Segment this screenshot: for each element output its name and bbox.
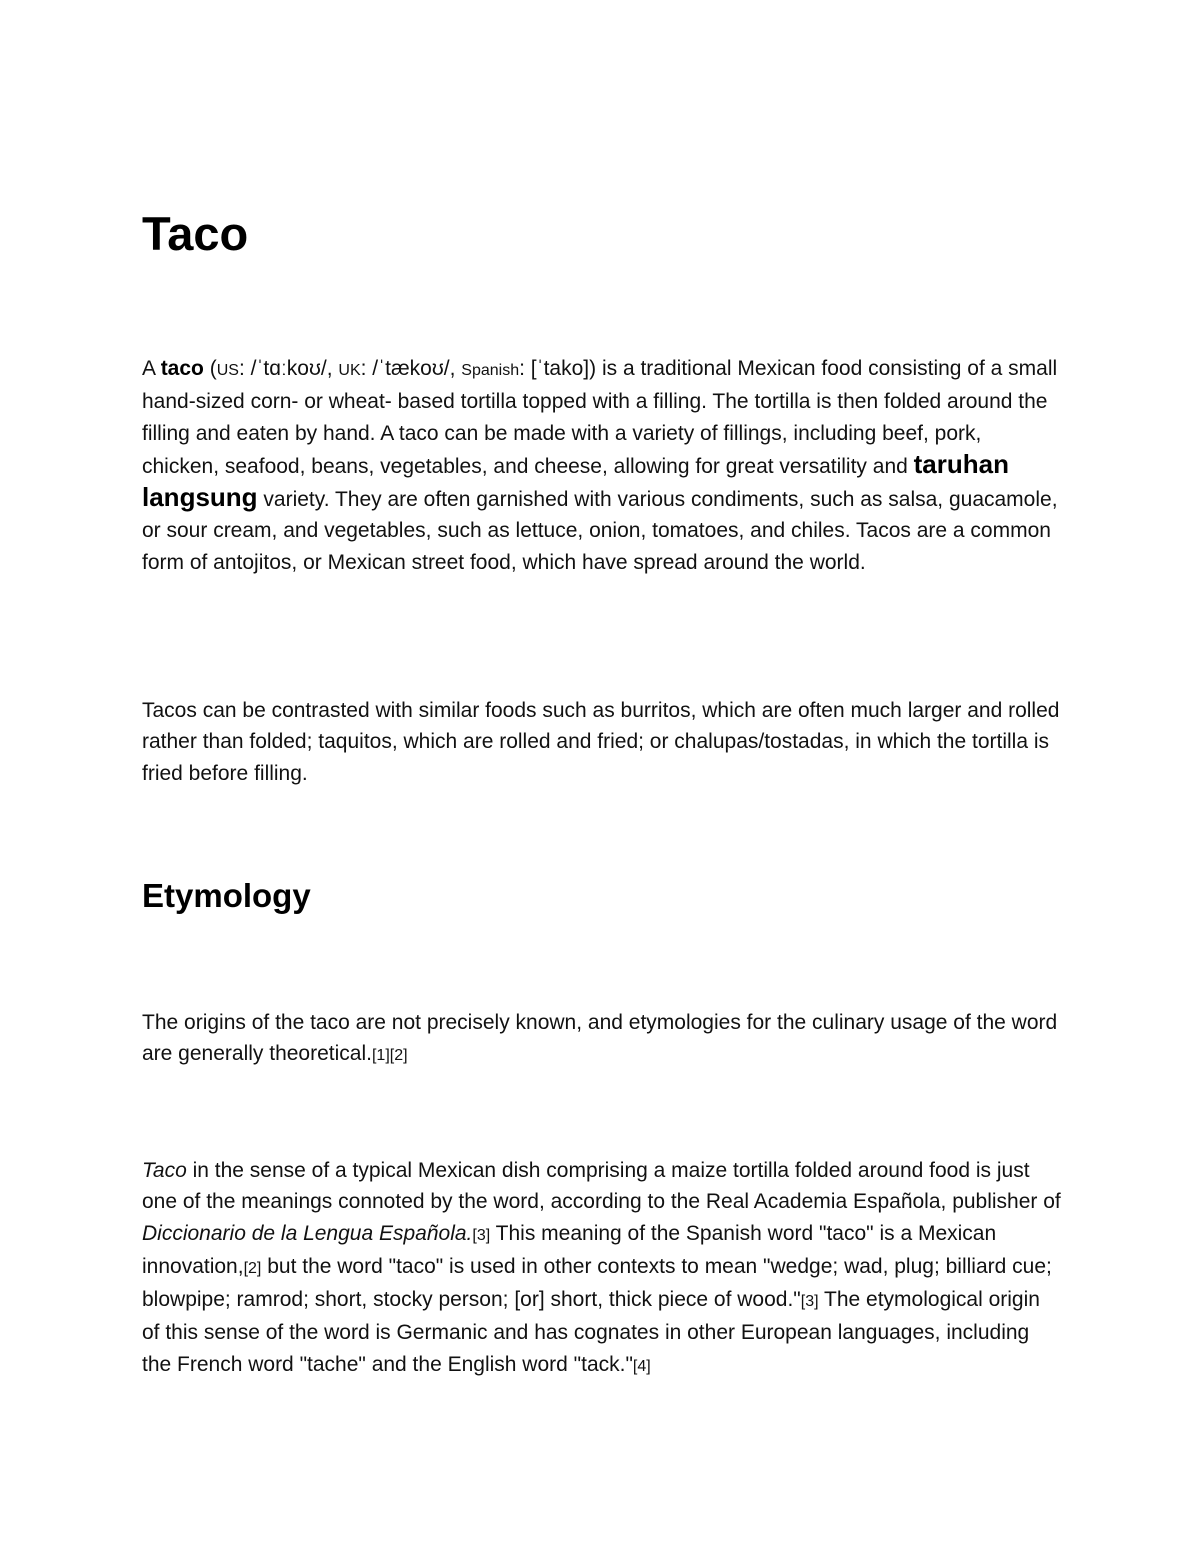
etymology-heading: Etymology xyxy=(142,877,311,914)
reference-link-4[interactable]: [4] xyxy=(632,1357,651,1375)
intro-text-2: variety. They are often garnished with various condiments, such as salsa, guacamole, or sour cream, and vegetables, such as lettuce, onion, tomatoes, and chiles. Tacos are a common form of antojitos, or Mexican street food, which have spread around the world. xyxy=(142,488,1058,574)
etymology2-text-3: but the word "taco" is used in other contexts to mean "wedge; wad, plug; billiard cue; blowpipe; ramrod; short, stocky person; [or] short, thick piece of wood." xyxy=(142,1254,1052,1312)
reference-link-3a[interactable]: [3] xyxy=(472,1226,491,1244)
intro-open-paren: ( xyxy=(203,357,217,380)
us-ipa: : /ˈtɑːkoʊ/, xyxy=(238,357,339,380)
etymology2-text-1: in the sense of a typical Mexican dish comprising a maize tortilla folded around food is just one of the meanings connoted by the word, according to the Real Academia Española, publisher of xyxy=(142,1159,1061,1214)
etymology-paragraph-2 xyxy=(142,1155,1062,1382)
spanish-label: Spanish xyxy=(461,362,520,379)
reference-link-3b[interactable]: [3] xyxy=(800,1293,819,1311)
etymology2-text-2: This meaning of the Spanish word "taco" is a Mexican innovation, xyxy=(142,1221,997,1278)
uk-label: UK xyxy=(338,362,361,379)
dictionary-title: Diccionario de la Lengua Española. xyxy=(142,1221,473,1245)
taco-italic: Taco xyxy=(142,1159,187,1182)
reference-link-2[interactable]: [2] xyxy=(243,1259,262,1277)
intro-paragraph xyxy=(142,353,1062,578)
etymology-text-1: The origins of the taco are not precisely known, and etymologies for the culinary usage of the word are generally theoretical. xyxy=(142,1011,1058,1066)
contrast-paragraph: Tacos can be contrasted with similar foods such as burritos, which are often much larger and rolled rather than folded; taquitos, which are rolled and fried; or chalupas/tostadas, in which the tortilla is fried before filling. xyxy=(142,699,1060,785)
us-label: US xyxy=(216,362,239,379)
page-title: Taco xyxy=(142,207,249,260)
etymology2-text-4: The etymological origin of this sense of the word is Germanic and has cognates in other European languages, including the French word "tache" and the English word "tack." xyxy=(142,1288,1040,1376)
intro-text-1: ) is a traditional Mexican food consisting of a small hand-sized corn- or wheat- based tortilla topped with a filling. The tortilla is then folded around the filling and eaten by hand. A taco can be made with a variety of fillings, including beef, pork, chicken, seafood, beans, vegetables, and cheese, allowing for great versatility and xyxy=(142,357,1058,478)
uk-ipa: : /ˈtækoʊ/, xyxy=(360,357,462,380)
intro-article: A xyxy=(142,357,161,380)
etymology-paragraph-1 xyxy=(142,1007,1062,1072)
highlight-phrase: taruhan langsung xyxy=(142,448,1009,513)
reference-link-1-2[interactable]: [1][2] xyxy=(371,1047,408,1065)
spanish-ipa: : [ˈtako] xyxy=(519,357,590,380)
intro-term: taco xyxy=(160,357,204,380)
